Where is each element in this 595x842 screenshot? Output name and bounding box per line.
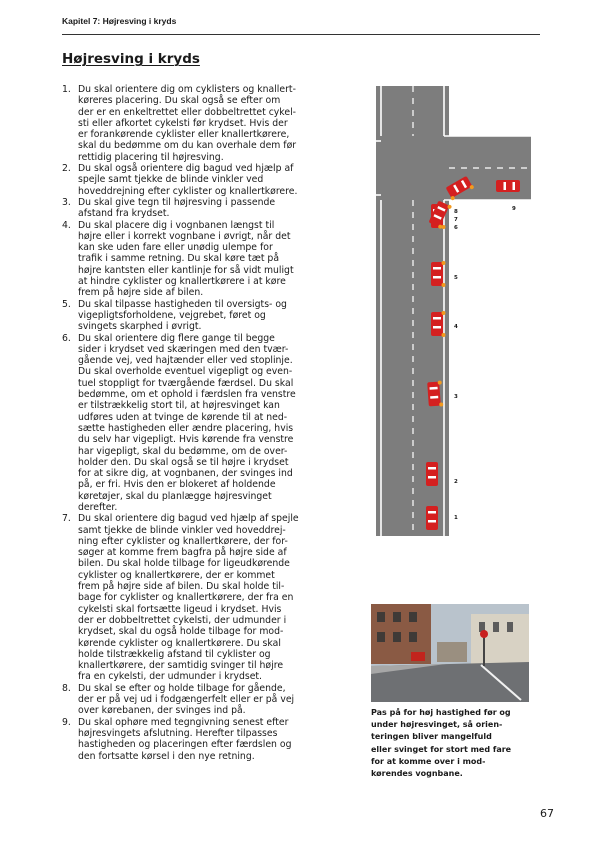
step-line: er forankørende cyklister eller knallertkørere, <box>78 129 290 141</box>
step-line: derefter. <box>78 501 118 513</box>
instruction-step <box>62 513 354 682</box>
position-label: 7 <box>454 217 458 223</box>
step-line: vigepligtsforholdene, vejgrebet, føret og <box>78 309 266 321</box>
car-marker <box>426 462 438 486</box>
step-line: cyklister og knallertkørere, der er kommet <box>78 569 275 581</box>
instruction-step <box>62 299 354 333</box>
step-line: der er en enkeltrettet eller dobbeltrettet cykel- <box>78 106 297 118</box>
step-line: højre kantsten eller kantlinje for så vidt muligt <box>78 264 294 276</box>
step-line: holde tilstrækkelig afstand til cyklister og <box>78 648 271 660</box>
position-label: 1 <box>454 515 458 521</box>
step-line: knallertkørere, der samtidig svinger til højre <box>78 660 284 672</box>
step-line: cykelsti skal fortsætte ligeud i krydset. Hvis <box>78 603 282 615</box>
step-line: rettidig placering til højresving. <box>78 151 224 163</box>
step-line: sætte hastigheden eller ændre placering, hvis <box>78 422 294 434</box>
step-line: over kørebanen, der svinges ind på. <box>78 705 246 717</box>
step-line: hastigheden og placeringen efter færdslen og <box>78 739 292 751</box>
step-line: tuel stoppligt for tværgående færdsel. Du skal <box>78 377 294 389</box>
position-label: 6 <box>454 225 458 231</box>
step-number: 1. <box>62 84 71 95</box>
position-label: 9 <box>512 206 516 212</box>
traffic-sign <box>480 630 488 638</box>
step-line: skal du bedømme om du kan overhale dem før <box>78 140 297 152</box>
step-line: sider i krydset ved skæringen med den tvær- <box>78 343 289 355</box>
step-line: bilen. Du skal holde tilbage for ligeudkørende <box>78 558 290 570</box>
step-line: kørende cyklister og knallertkørere. Du skal <box>78 637 281 649</box>
step-line: højre eller i korrekt vognbane i øvrigt, når det <box>78 230 291 242</box>
step-line: gående vej, ved hajtænder eller ved stoplinje. <box>78 355 293 367</box>
step-line: på, er fri. Hvis den er blokeret af holdende <box>78 479 276 491</box>
step-line: hoveddrejning efter cyklister og knallertkørere. <box>78 185 298 197</box>
step-line: fra en cykelsti, der udmunder i krydset. <box>78 671 263 683</box>
step-line: Du skal orientere dig flere gange til begge <box>78 332 275 344</box>
step-line: Du skal også orientere dig bagud ved hjælp af <box>78 163 294 175</box>
intersection-diagram <box>376 86 531 536</box>
photo-car <box>411 652 425 661</box>
step-line: frem på højre side af bilen. Du skal holde til- <box>78 581 285 593</box>
step-line: samt tjekke de blinde vinkler ved hoveddrej- <box>78 524 286 536</box>
caption-line: under højresvinget, så orien- <box>371 720 503 730</box>
street-photo <box>371 604 529 702</box>
step-number: 7. <box>62 513 71 525</box>
step-line: Du skal tilpasse hastigheden til oversigts- og <box>78 298 287 310</box>
step-line: den fortsatte kørsel i den nye retning. <box>78 750 255 762</box>
step-number: 2. <box>62 163 71 175</box>
step-line: køretøjer, skal du planlægge højresvinget <box>78 490 272 502</box>
caption-line: eller svinget for stort med fare <box>371 744 512 754</box>
instruction-step <box>62 717 354 762</box>
step-line: ning efter cyklister og knallertkørere, der for- <box>78 535 288 547</box>
step-line: svingets skarphed i øvrigt. <box>78 321 202 333</box>
instruction-step <box>62 333 354 514</box>
step-line: Du skal overholde eventuel vigepligt og even- <box>78 366 293 378</box>
step-line: udføres uden at tvinge de kørende til at ned- <box>78 411 288 423</box>
step-line: for at sikre dig, at vognbanen, der svinges ind <box>78 468 293 480</box>
step-line: holder den. Du skal også se til højre i krydset <box>78 456 289 468</box>
instruction-step <box>62 220 354 299</box>
position-label: 2 <box>454 479 458 485</box>
step-number: 3. <box>62 196 71 208</box>
step-number: 6. <box>62 332 71 344</box>
step-line: kan ske uden fare eller unødig ulempe for <box>78 242 273 254</box>
step-line: afstand fra krydset. <box>78 208 170 220</box>
step-line: Du skal orientere dig bagud ved hjælp af spejle <box>78 513 299 525</box>
instruction-list <box>62 84 354 762</box>
step-line: trafik i samme retning. Du skal køre tæt på <box>78 253 280 265</box>
step-line: Du skal ophøre med tegngivning senest efter <box>78 716 289 728</box>
instruction-step <box>62 683 354 717</box>
step-number: 8. <box>62 682 71 694</box>
building-right <box>471 614 529 666</box>
caption-line: teringen bliver mangelfuld <box>371 732 492 742</box>
step-line: Du skal placere dig i vognbanen længst til <box>78 219 275 231</box>
step-line: spejle samt tjekke de blinde vinkler ved <box>78 174 264 186</box>
instruction-step <box>62 163 354 197</box>
step-line: der er på vej ud i fodgængerfelt eller er på vej <box>78 694 295 706</box>
step-line: køreres placering. Du skal også se efter om <box>78 95 281 107</box>
position-label: 3 <box>454 394 458 400</box>
position-label: 4 <box>454 324 458 330</box>
step-line: søger at komme frem bagfra på højre side af <box>78 547 287 559</box>
step-line: højresvingets afslutning. Herefter tilpasses <box>78 727 278 739</box>
step-number: 5. <box>62 298 71 310</box>
building-far <box>437 642 467 662</box>
position-label: 8 <box>454 209 458 215</box>
caption-line: for at komme over i mod- <box>371 756 486 766</box>
instruction-step <box>62 84 354 163</box>
step-number: 9. <box>62 716 71 728</box>
page-title: Højresving i kryds <box>62 51 200 67</box>
step-line: Du skal give tegn til højresving i passende <box>78 196 276 208</box>
step-line: Du skal orientere dig om cyklisters og knallert- <box>78 84 296 95</box>
step-line: bedømme, om et ophold i færdslen fra venstre <box>78 389 296 401</box>
caption-line: Pas på for høj hastighed før og <box>371 708 511 717</box>
step-line: at hindre cyklister og knallertkørere i at køre <box>78 276 286 288</box>
car-marker <box>496 180 520 192</box>
step-line: krydset, skal du også holde tilbage for mod- <box>78 626 284 638</box>
position-label: 5 <box>454 275 458 281</box>
step-line: har vigepligt, skal du bedømme, om de over- <box>78 445 288 457</box>
page-number: 67 <box>540 807 554 820</box>
step-line: bage for cyklister og knallertkørere, der fra en <box>78 592 294 604</box>
caption-line: kørendes vognbane. <box>371 769 463 779</box>
step-line: du selv har vigepligt. Hvis kørende fra venstre <box>78 434 294 446</box>
step-line: der er dobbeltrettet cykelsti, der udmunder i <box>78 614 287 626</box>
step-number: 4. <box>62 219 71 231</box>
position-labels <box>454 206 516 521</box>
step-line: Du skal se efter og holde tilbage for gående, <box>78 682 286 694</box>
step-line: er tilstrækkelig stort til, at højresvinget kan <box>78 400 280 412</box>
instruction-step <box>62 197 354 220</box>
car-marker <box>426 506 438 530</box>
photo-caption <box>371 707 541 780</box>
step-line: sti eller afkortet cykelsti før krydset. Hvis der <box>78 117 288 129</box>
chapter-header: Kapitel 7: Højresving i kryds <box>62 16 540 35</box>
step-line: frem på højre side af bilen. <box>78 287 204 299</box>
